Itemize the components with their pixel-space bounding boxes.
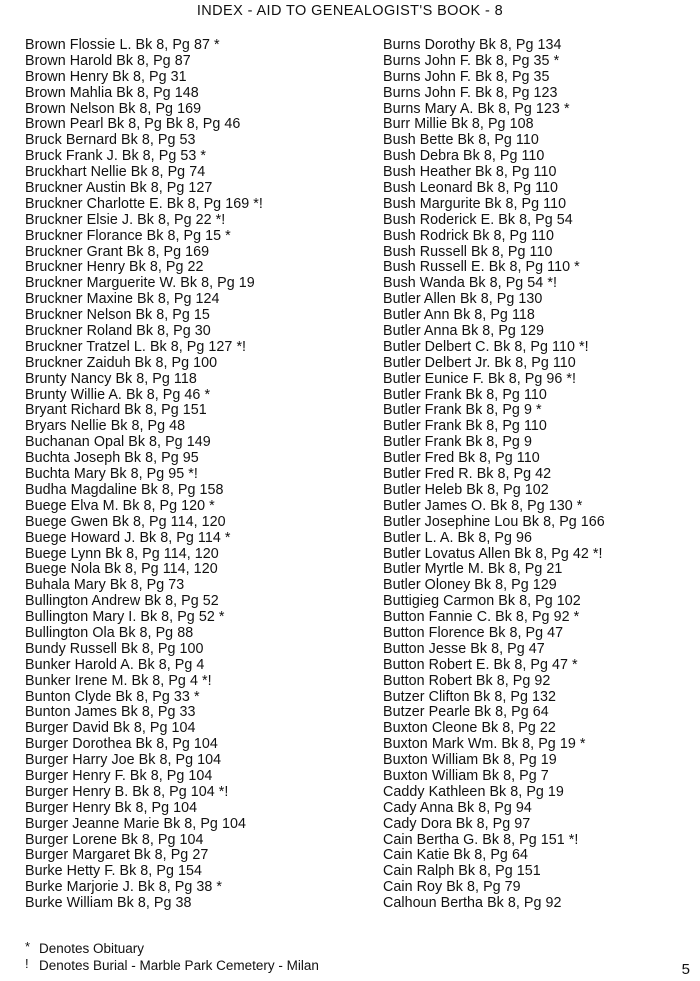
- index-entry: Bruckner Austin Bk 8, Pg 127: [25, 180, 213, 197]
- legend: [25, 940, 319, 974]
- index-entry: Bruckner Marguerite W. Bk 8, Pg 19: [25, 275, 255, 292]
- index-entry: Butler Oloney Bk 8, Pg 129: [383, 577, 557, 594]
- index-entry: Burger David Bk 8, Pg 104: [25, 720, 196, 737]
- index-entry: Buttigieg Carmon Bk 8, Pg 102: [383, 593, 581, 610]
- index-entry: Budha Magdaline Bk 8, Pg 158: [25, 481, 224, 498]
- index-entry: Bullington Andrew Bk 8, Pg 52: [25, 593, 219, 610]
- index-entry: Bruckner Zaiduh Bk 8, Pg 100: [25, 354, 218, 371]
- index-entry: Brown Nelson Bk 8, Pg 169: [25, 100, 202, 117]
- index-entry: Brown Flossie L. Bk 8, Pg 87 *: [25, 37, 220, 53]
- index-entry: Buxton Mark Wm. Bk 8, Pg 19 *: [383, 736, 586, 753]
- index-entry: Buege Elva M. Bk 8, Pg 120 *: [25, 497, 215, 514]
- index-entry: Bruck Bernard Bk 8, Pg 53: [25, 132, 196, 149]
- index-entry: Butler Frank Bk 8, Pg 9 *: [383, 402, 542, 419]
- index-entry: Burr Millie Bk 8, Pg 108: [383, 116, 534, 133]
- index-entry: Butler Frank Bk 8, Pg 9: [383, 434, 532, 451]
- index-entry: Butler Frank Bk 8, Pg 110: [383, 418, 547, 435]
- page-title: INDEX - AID TO GENEALOGIST'S BOOK - 8: [196, 3, 504, 19]
- legend-obituary: [25, 940, 319, 957]
- index-entry: Buchta Joseph Bk 8, Pg 95: [25, 450, 199, 467]
- index-entry: Burger Lorene Bk 8, Pg 104: [25, 831, 204, 848]
- index-entry: Butzer Clifton Bk 8, Pg 132: [383, 688, 557, 705]
- index-entry: Bruckner Charlotte E. Bk 8, Pg 169 *!: [25, 195, 263, 212]
- index-entry: Bruckhart Nellie Bk 8, Pg 74: [25, 164, 206, 181]
- index-entry: Cady Anna Bk 8, Pg 94: [383, 799, 532, 816]
- obituary-text: Denotes Obituary: [39, 941, 145, 956]
- index-entry: Burke Hetty F. Bk 8, Pg 154: [25, 863, 202, 880]
- obituary-symbol: *: [25, 939, 31, 954]
- index-column-left: [25, 38, 370, 912]
- index-entry: Butzer Pearle Bk 8, Pg 64: [383, 704, 549, 721]
- index-entry: Cain Ralph Bk 8, Pg 151: [383, 863, 541, 880]
- index-entry: Buege Lynn Bk 8, Pg 114, 120: [25, 545, 219, 562]
- index-entry: Bush Heather Bk 8, Pg 110: [383, 164, 557, 181]
- index-entry: Butler Eunice F. Bk 8, Pg 96 *!: [383, 370, 577, 387]
- index-entry: Bunker Harold A. Bk 8, Pg 4: [25, 656, 205, 673]
- index-entry: Brown Harold Bk 8, Pg 87: [25, 52, 191, 69]
- page-number: 5: [681, 961, 690, 978]
- index-entry: Bruckner Maxine Bk 8, Pg 124: [25, 291, 220, 308]
- legend-burial: [25, 957, 319, 974]
- index-entry: Bush Margurite Bk 8, Pg 110: [383, 195, 567, 212]
- index-entry: Buege Nola Bk 8, Pg 114, 120: [25, 561, 218, 578]
- index-entry: Butler Frank Bk 8, Pg 110: [383, 386, 547, 403]
- index-entry: Bruckner Elsie J. Bk 8, Pg 22 *!: [25, 211, 226, 228]
- index-entry: Buege Howard J. Bk 8, Pg 114 *: [25, 529, 231, 546]
- index-entry: Button Robert Bk 8, Pg 92: [383, 672, 551, 689]
- index-entry: Bruckner Henry Bk 8, Pg 22: [25, 259, 204, 276]
- index-entry: Buchanan Opal Bk 8, Pg 149: [25, 434, 211, 451]
- index-entry: Butler Heleb Bk 8, Pg 102: [383, 481, 549, 498]
- index-entry: Butler Ann Bk 8, Pg 118: [383, 307, 535, 324]
- index-entry: Brunty Willie A. Bk 8, Pg 46 *: [25, 386, 211, 403]
- index-entry: Bullington Mary I. Bk 8, Pg 52 *: [25, 609, 225, 626]
- index-entry: Bryant Richard Bk 8, Pg 151: [25, 402, 207, 419]
- index-entry: Cain Bertha G. Bk 8, Pg 151 *!: [383, 831, 579, 848]
- index-entry: Butler James O. Bk 8, Pg 130 *: [383, 497, 583, 514]
- index-entry: Cain Roy Bk 8, Pg 79: [383, 879, 521, 896]
- index-entry: Burns Dorothy Bk 8, Pg 134: [383, 37, 562, 53]
- index-entry: Bruckner Tratzel L. Bk 8, Pg 127 *!: [25, 338, 247, 355]
- index-entry: Butler Myrtle M. Bk 8, Pg 21: [383, 561, 563, 578]
- burial-symbol: !: [25, 956, 29, 971]
- index-entry: Burger Henry F. Bk 8, Pg 104: [25, 767, 213, 784]
- index-entry: Bush Bette Bk 8, Pg 110: [383, 132, 539, 149]
- index-entry: Buege Gwen Bk 8, Pg 114, 120: [25, 513, 226, 530]
- index-entry: Bush Leonard Bk 8, Pg 110: [383, 180, 559, 197]
- index-entry: Brunty Nancy Bk 8, Pg 118: [25, 370, 197, 387]
- index-entry: Bush Roderick E. Bk 8, Pg 54: [383, 211, 573, 228]
- index-entry: Burns Mary A. Bk 8, Pg 123 *: [383, 100, 570, 117]
- index-entry: Bruckner Nelson Bk 8, Pg 15: [25, 307, 210, 324]
- index-column-right: [383, 38, 693, 912]
- index-entry: Bush Debra Bk 8, Pg 110: [383, 148, 545, 165]
- index-entry: Burke William Bk 8, Pg 38: [25, 895, 192, 912]
- index-entry: Butler Josephine Lou Bk 8, Pg 166: [383, 513, 605, 530]
- index-entry: Bruck Frank J. Bk 8, Pg 53 *: [25, 148, 206, 165]
- index-entry: Bryars Nellie Bk 8, Pg 48: [25, 418, 186, 435]
- index-entry: Burger Henry Bk 8, Pg 104: [25, 799, 198, 816]
- index-entry: Bush Rodrick Bk 8, Pg 110: [383, 227, 555, 244]
- index-entry: Cain Katie Bk 8, Pg 64: [383, 847, 528, 864]
- burial-text: Denotes Burial - Marble Park Cemetery - Milan: [39, 958, 319, 973]
- index-entry: Burke Marjorie J. Bk 8, Pg 38 *: [25, 879, 223, 896]
- index-entry: Butler Delbert Jr. Bk 8, Pg 110: [383, 354, 576, 371]
- index-entry: Bunton Clyde Bk 8, Pg 33 *: [25, 688, 200, 705]
- index-entry: Buxton William Bk 8, Pg 19: [383, 752, 557, 769]
- index-entry: Bruckner Grant Bk 8, Pg 169: [25, 243, 210, 260]
- index-entry: Bunker Irene M. Bk 8, Pg 4 *!: [25, 672, 212, 689]
- index-entry: Caddy Kathleen Bk 8, Pg 19: [383, 783, 564, 800]
- index-entry: Button Jesse Bk 8, Pg 47: [383, 640, 545, 657]
- index-entry: Butler Fred R. Bk 8, Pg 42: [383, 466, 552, 483]
- index-entry: Butler L. A. Bk 8, Pg 96: [383, 529, 533, 546]
- index-entry: Brown Mahlia Bk 8, Pg 148: [25, 84, 199, 101]
- index-entry: Buchta Mary Bk 8, Pg 95 *!: [25, 466, 198, 483]
- index-entry: Bullington Ola Bk 8, Pg 88: [25, 624, 194, 641]
- index-entry: Bush Russell Bk 8, Pg 110: [383, 243, 553, 260]
- index-entry: Butler Delbert C. Bk 8, Pg 110 *!: [383, 338, 589, 355]
- index-entry: Burns John F. Bk 8, Pg 35: [383, 68, 550, 85]
- index-entry: Bruckner Florance Bk 8, Pg 15 *: [25, 227, 231, 244]
- index-entry: Cady Dora Bk 8, Pg 97: [383, 815, 531, 832]
- index-entry: Brown Pearl Bk 8, Pg Bk 8, Pg 46: [25, 116, 241, 133]
- index-entry: Burns John F. Bk 8, Pg 123: [383, 84, 558, 101]
- index-entry: Button Fannie C. Bk 8, Pg 92 *: [383, 609, 580, 626]
- index-entry: Butler Anna Bk 8, Pg 129: [383, 323, 544, 340]
- index-entry: Butler Lovatus Allen Bk 8, Pg 42 *!: [383, 545, 603, 562]
- index-entry: Burger Margaret Bk 8, Pg 27: [25, 847, 209, 864]
- index-entry: Buhala Mary Bk 8, Pg 73: [25, 577, 185, 594]
- index-entry: Buxton Cleone Bk 8, Pg 22: [383, 720, 556, 737]
- index-entry: Bush Wanda Bk 8, Pg 54 *!: [383, 275, 557, 292]
- index-entry: Calhoun Bertha Bk 8, Pg 92: [383, 895, 562, 912]
- index-entry: Bundy Russell Bk 8, Pg 100: [25, 640, 204, 657]
- index-entry: Burger Dorothea Bk 8, Pg 104: [25, 736, 218, 753]
- index-entry: Burns John F. Bk 8, Pg 35 *: [383, 52, 560, 69]
- index-entry: Burger Jeanne Marie Bk 8, Pg 104: [25, 815, 246, 832]
- index-entry: Burger Henry B. Bk 8, Pg 104 *!: [25, 783, 229, 800]
- index-entry: Butler Fred Bk 8, Pg 110: [383, 450, 540, 467]
- index-entry: Bush Russell E. Bk 8, Pg 110 *: [383, 259, 580, 276]
- index-entry: Bruckner Roland Bk 8, Pg 30: [25, 323, 211, 340]
- index-entry: Buxton William Bk 8, Pg 7: [383, 767, 549, 784]
- index-entry: Button Florence Bk 8, Pg 47: [383, 624, 564, 641]
- index-entry: Burger Harry Joe Bk 8, Pg 104: [25, 752, 222, 769]
- index-entry: Button Robert E. Bk 8, Pg 47 *: [383, 656, 578, 673]
- index-entry: Brown Henry Bk 8, Pg 31: [25, 68, 187, 85]
- index-entry: Bunton James Bk 8, Pg 33: [25, 704, 196, 721]
- index-entry: Butler Allen Bk 8, Pg 130: [383, 291, 543, 308]
